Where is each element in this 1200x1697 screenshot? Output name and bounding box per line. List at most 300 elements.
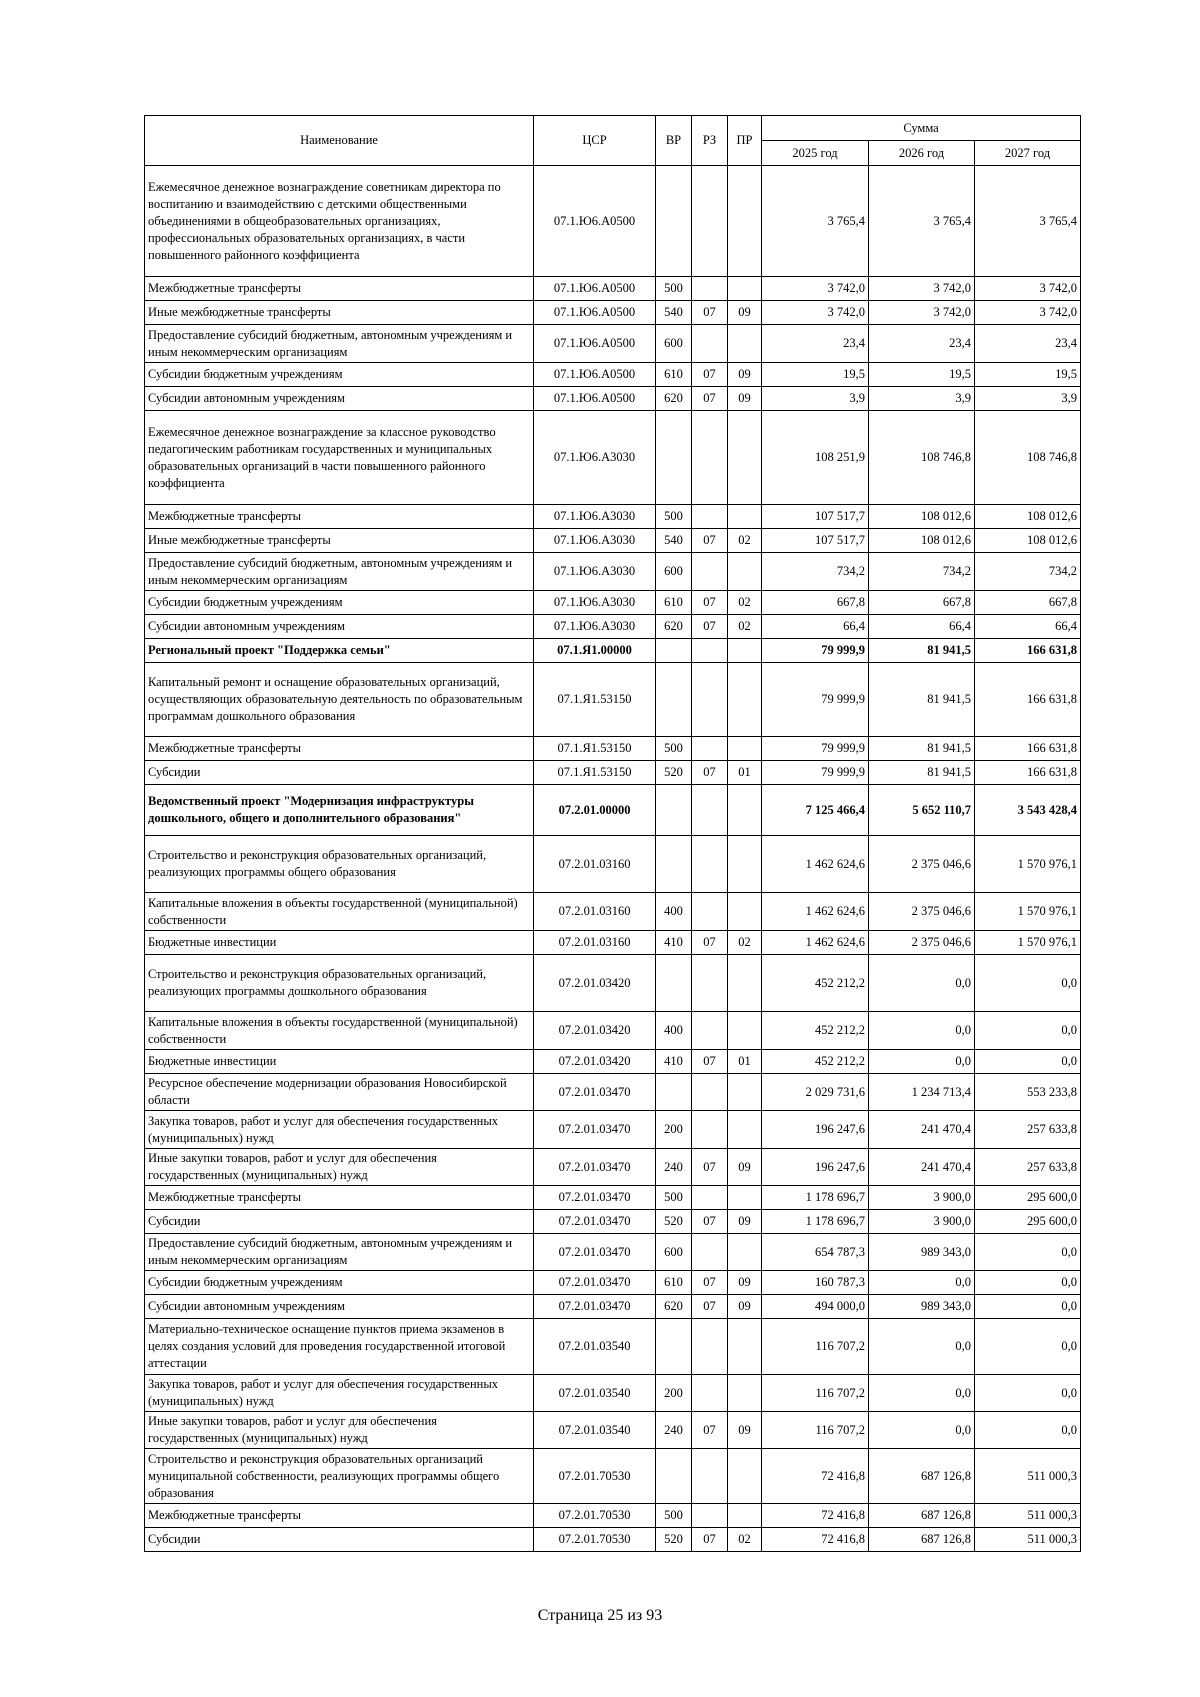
table-row: [145, 893, 1081, 931]
cell-2027: 166 631,8: [975, 639, 1081, 663]
cell-2025: 72 416,8: [762, 1528, 869, 1552]
cell-2027: 0,0: [975, 1375, 1081, 1412]
cell-csr: 07.2.01.03420: [534, 1050, 656, 1074]
cell-2026: 3 900,0: [869, 1210, 975, 1234]
cell-rz: [692, 553, 728, 591]
cell-2027: 1 570 976,1: [975, 893, 1081, 931]
cell-2027: 166 631,8: [975, 737, 1081, 761]
cell-name: Строительство и реконструкция образовательных организаций муниципальной собственности, реализующих программы общего образования: [145, 1449, 534, 1504]
cell-2026: 108 746,8: [869, 411, 975, 505]
cell-vr: 600: [656, 1234, 692, 1271]
cell-2025: 7 125 466,4: [762, 785, 869, 836]
cell-csr: 07.2.01.03420: [534, 955, 656, 1012]
cell-2025: 494 000,0: [762, 1295, 869, 1319]
cell-2027: 511 000,3: [975, 1504, 1081, 1528]
col-header-2026: 2026 год: [869, 141, 975, 166]
cell-csr: 07.1.Ю6.А0500: [534, 363, 656, 387]
cell-rz: 07: [692, 615, 728, 639]
cell-pr: [728, 785, 762, 836]
cell-csr: 07.1.Я1.53150: [534, 761, 656, 785]
cell-2026: 241 470,4: [869, 1149, 975, 1186]
cell-2025: 160 787,3: [762, 1271, 869, 1295]
cell-2025: 734,2: [762, 553, 869, 591]
cell-2026: 2 375 046,6: [869, 836, 975, 893]
cell-name: Закупка товаров, работ и услуг для обеспечения государственных (муниципальных) нужд: [145, 1111, 534, 1149]
cell-name: Материально-техническое оснащение пунктов приема экзаменов в целях создания условий для проведения государственной итоговой аттестации: [145, 1319, 534, 1375]
cell-name: Предоставление субсидий бюджетным, автономным учреждениям и иным некоммерческим организациям: [145, 1234, 534, 1271]
cell-pr: 09: [728, 1210, 762, 1234]
cell-2027: 511 000,3: [975, 1449, 1081, 1504]
col-header-pr: ПР: [728, 116, 762, 166]
table-row: [145, 1012, 1081, 1050]
cell-csr: 07.2.01.03540: [534, 1412, 656, 1449]
cell-2027: 667,8: [975, 591, 1081, 615]
cell-name: Бюджетные инвестиции: [145, 1050, 534, 1074]
cell-2025: 2 029 731,6: [762, 1074, 869, 1111]
table-row: [145, 737, 1081, 761]
cell-2027: 0,0: [975, 1295, 1081, 1319]
cell-2025: 107 517,7: [762, 505, 869, 529]
table-row: [145, 387, 1081, 411]
cell-vr: 400: [656, 893, 692, 931]
cell-pr: [728, 639, 762, 663]
table-row: [145, 505, 1081, 529]
cell-rz: 07: [692, 387, 728, 411]
cell-pr: [728, 505, 762, 529]
cell-rz: [692, 1234, 728, 1271]
cell-2027: 108 012,6: [975, 505, 1081, 529]
cell-name: Ведомственный проект "Модернизация инфраструктуры дошкольного, общего и дополнительного образования": [145, 785, 534, 836]
cell-vr: 600: [656, 325, 692, 363]
cell-name: Субсидии автономным учреждениям: [145, 387, 534, 411]
cell-vr: [656, 836, 692, 893]
table-row: [145, 591, 1081, 615]
cell-vr: 200: [656, 1111, 692, 1149]
cell-csr: 07.2.01.03160: [534, 931, 656, 955]
cell-2027: 295 600,0: [975, 1210, 1081, 1234]
cell-name: Субсидии бюджетным учреждениям: [145, 363, 534, 387]
cell-rz: [692, 1074, 728, 1111]
cell-2026: 241 470,4: [869, 1111, 975, 1149]
cell-2027: 0,0: [975, 1050, 1081, 1074]
cell-vr: 500: [656, 1504, 692, 1528]
cell-2027: 108 746,8: [975, 411, 1081, 505]
cell-2025: 196 247,6: [762, 1111, 869, 1149]
cell-rz: [692, 411, 728, 505]
cell-pr: [728, 737, 762, 761]
cell-2026: 0,0: [869, 1050, 975, 1074]
cell-2025: 108 251,9: [762, 411, 869, 505]
cell-2025: 452 212,2: [762, 1050, 869, 1074]
cell-2026: 2 375 046,6: [869, 893, 975, 931]
cell-csr: 07.1.Ю6.А0500: [534, 277, 656, 301]
cell-2027: 3 765,4: [975, 166, 1081, 277]
cell-vr: 610: [656, 591, 692, 615]
table-row: [145, 615, 1081, 639]
cell-2026: 687 126,8: [869, 1528, 975, 1552]
cell-pr: [728, 1234, 762, 1271]
cell-name: Ежемесячное денежное вознаграждение советникам директора по воспитанию и взаимодействию с детскими общественными объединениями в общеобразовательных организациях, профессиональных образовательных организациях, в части повышенного районного коэффициента: [145, 166, 534, 277]
cell-vr: [656, 955, 692, 1012]
col-header-2027: 2027 год: [975, 141, 1081, 166]
cell-2026: 1 234 713,4: [869, 1074, 975, 1111]
cell-name: Субсидии бюджетным учреждениям: [145, 591, 534, 615]
cell-2025: 79 999,9: [762, 639, 869, 663]
cell-2025: 3,9: [762, 387, 869, 411]
cell-pr: 02: [728, 931, 762, 955]
cell-csr: 07.1.Ю6.А3030: [534, 615, 656, 639]
cell-csr: 07.2.01.03160: [534, 836, 656, 893]
cell-2027: 1 570 976,1: [975, 931, 1081, 955]
cell-rz: [692, 836, 728, 893]
cell-pr: [728, 411, 762, 505]
cell-pr: 01: [728, 761, 762, 785]
cell-pr: 01: [728, 1050, 762, 1074]
cell-2026: 81 941,5: [869, 761, 975, 785]
cell-rz: 07: [692, 1528, 728, 1552]
cell-2026: 989 343,0: [869, 1234, 975, 1271]
col-header-vr: ВР: [656, 116, 692, 166]
cell-csr: 07.1.Я1.00000: [534, 639, 656, 663]
cell-2026: 0,0: [869, 955, 975, 1012]
cell-name: Межбюджетные трансферты: [145, 737, 534, 761]
cell-2027: 0,0: [975, 1319, 1081, 1375]
cell-rz: [692, 1375, 728, 1412]
cell-2025: 107 517,7: [762, 529, 869, 553]
cell-name: Субсидии бюджетным учреждениям: [145, 1271, 534, 1295]
cell-vr: 620: [656, 387, 692, 411]
cell-csr: 07.2.01.03540: [534, 1375, 656, 1412]
cell-pr: 09: [728, 1295, 762, 1319]
table-row: [145, 411, 1081, 505]
cell-2027: 511 000,3: [975, 1528, 1081, 1552]
cell-rz: [692, 639, 728, 663]
cell-csr: 07.2.01.03540: [534, 1319, 656, 1375]
cell-2027: 166 631,8: [975, 663, 1081, 737]
cell-name: Субсидии: [145, 761, 534, 785]
cell-2026: 667,8: [869, 591, 975, 615]
table-row: [145, 931, 1081, 955]
cell-pr: [728, 1504, 762, 1528]
cell-2027: 3 742,0: [975, 301, 1081, 325]
cell-name: Субсидии автономным учреждениям: [145, 615, 534, 639]
cell-vr: 620: [656, 615, 692, 639]
cell-rz: [692, 1012, 728, 1050]
cell-vr: 520: [656, 1210, 692, 1234]
table-row: [145, 1234, 1081, 1271]
cell-vr: [656, 1449, 692, 1504]
table-row: [145, 1074, 1081, 1111]
cell-2027: 0,0: [975, 1234, 1081, 1271]
cell-pr: [728, 893, 762, 931]
cell-vr: 610: [656, 1271, 692, 1295]
cell-csr: 07.1.Ю6.А3030: [534, 411, 656, 505]
cell-2026: 81 941,5: [869, 639, 975, 663]
cell-vr: 540: [656, 301, 692, 325]
table-row: [145, 1271, 1081, 1295]
cell-2025: 654 787,3: [762, 1234, 869, 1271]
table-row: [145, 1319, 1081, 1375]
table-row: [145, 1504, 1081, 1528]
cell-csr: 07.2.01.03470: [534, 1271, 656, 1295]
cell-pr: 09: [728, 1412, 762, 1449]
cell-csr: 07.1.Ю6.А3030: [534, 505, 656, 529]
col-header-rz: РЗ: [692, 116, 728, 166]
cell-2026: 0,0: [869, 1375, 975, 1412]
cell-2025: 23,4: [762, 325, 869, 363]
cell-csr: 07.2.01.03470: [534, 1074, 656, 1111]
cell-2026: 23,4: [869, 325, 975, 363]
cell-2026: 108 012,6: [869, 529, 975, 553]
cell-vr: 500: [656, 737, 692, 761]
table-row: [145, 166, 1081, 277]
col-header-2025: 2025 год: [762, 141, 869, 166]
cell-rz: 07: [692, 931, 728, 955]
cell-name: Строительство и реконструкция образовательных организаций, реализующих программы дошкольного образования: [145, 955, 534, 1012]
cell-name: Субсидии: [145, 1210, 534, 1234]
cell-pr: [728, 1074, 762, 1111]
cell-2025: 116 707,2: [762, 1412, 869, 1449]
cell-csr: 07.1.Ю6.А3030: [534, 529, 656, 553]
cell-pr: [728, 1319, 762, 1375]
cell-csr: 07.1.Я1.53150: [534, 737, 656, 761]
table-row: [145, 325, 1081, 363]
cell-name: Иные закупки товаров, работ и услуг для обеспечения государственных (муниципальных) нужд: [145, 1149, 534, 1186]
cell-2027: 553 233,8: [975, 1074, 1081, 1111]
cell-2025: 196 247,6: [762, 1149, 869, 1186]
cell-2025: 1 462 624,6: [762, 836, 869, 893]
col-header-csr: ЦСР: [534, 116, 656, 166]
cell-csr: 07.2.01.70530: [534, 1528, 656, 1552]
cell-2025: 79 999,9: [762, 663, 869, 737]
cell-pr: [728, 1375, 762, 1412]
table-row: [145, 639, 1081, 663]
cell-rz: [692, 1186, 728, 1210]
cell-vr: 520: [656, 761, 692, 785]
table-row: [145, 277, 1081, 301]
cell-csr: 07.2.01.03470: [534, 1186, 656, 1210]
cell-name: Иные закупки товаров, работ и услуг для обеспечения государственных (муниципальных) нужд: [145, 1412, 534, 1449]
cell-2027: 3 543 428,4: [975, 785, 1081, 836]
cell-vr: 540: [656, 529, 692, 553]
cell-2025: 79 999,9: [762, 761, 869, 785]
cell-2025: 3 742,0: [762, 301, 869, 325]
table-row: [145, 785, 1081, 836]
cell-2025: 72 416,8: [762, 1449, 869, 1504]
cell-csr: 07.2.01.03470: [534, 1111, 656, 1149]
cell-vr: [656, 411, 692, 505]
cell-pr: 09: [728, 1271, 762, 1295]
cell-pr: 09: [728, 387, 762, 411]
cell-pr: 09: [728, 301, 762, 325]
cell-pr: [728, 1111, 762, 1149]
cell-2026: 108 012,6: [869, 505, 975, 529]
cell-csr: 07.1.Ю6.А3030: [534, 553, 656, 591]
cell-vr: 400: [656, 1012, 692, 1050]
cell-vr: 600: [656, 553, 692, 591]
cell-name: Капитальные вложения в объекты государственной (муниципальной) собственности: [145, 893, 534, 931]
table-row: [145, 553, 1081, 591]
table-row: [145, 1111, 1081, 1149]
col-header-sum: Сумма: [762, 116, 1081, 141]
cell-rz: 07: [692, 1050, 728, 1074]
cell-vr: 500: [656, 277, 692, 301]
cell-csr: 07.1.Ю6.А0500: [534, 325, 656, 363]
cell-name: Ресурсное обеспечение модернизации образования Новосибирской области: [145, 1074, 534, 1111]
cell-2027: 0,0: [975, 1012, 1081, 1050]
cell-2026: 989 343,0: [869, 1295, 975, 1319]
cell-pr: [728, 836, 762, 893]
cell-rz: 07: [692, 301, 728, 325]
cell-vr: 500: [656, 1186, 692, 1210]
table-row: [145, 955, 1081, 1012]
table-header: [145, 116, 1081, 166]
cell-csr: 07.2.01.70530: [534, 1504, 656, 1528]
cell-2025: 116 707,2: [762, 1375, 869, 1412]
cell-2027: 1 570 976,1: [975, 836, 1081, 893]
cell-csr: 07.2.01.00000: [534, 785, 656, 836]
cell-csr: 07.2.01.03470: [534, 1295, 656, 1319]
cell-csr: 07.2.01.03470: [534, 1210, 656, 1234]
cell-vr: [656, 785, 692, 836]
cell-2026: 81 941,5: [869, 663, 975, 737]
table-row: [145, 1295, 1081, 1319]
cell-name: Субсидии автономным учреждениям: [145, 1295, 534, 1319]
cell-2027: 0,0: [975, 1412, 1081, 1449]
cell-2025: 667,8: [762, 591, 869, 615]
cell-2026: 3 742,0: [869, 277, 975, 301]
cell-2027: 66,4: [975, 615, 1081, 639]
cell-2027: 257 633,8: [975, 1111, 1081, 1149]
cell-csr: 07.2.01.03160: [534, 893, 656, 931]
cell-vr: 620: [656, 1295, 692, 1319]
cell-name: Строительство и реконструкция образовательных организаций, реализующих программы общего образования: [145, 836, 534, 893]
cell-2026: 3 742,0: [869, 301, 975, 325]
cell-csr: 07.1.Ю6.А0500: [534, 387, 656, 411]
cell-rz: [692, 737, 728, 761]
cell-csr: 07.2.01.70530: [534, 1449, 656, 1504]
cell-name: Межбюджетные трансферты: [145, 1186, 534, 1210]
cell-name: Предоставление субсидий бюджетным, автономным учреждениям и иным некоммерческим организациям: [145, 553, 534, 591]
cell-rz: [692, 955, 728, 1012]
cell-rz: [692, 166, 728, 277]
cell-2026: 0,0: [869, 1271, 975, 1295]
cell-name: Предоставление субсидий бюджетным, автономным учреждениям и иным некоммерческим организациям: [145, 325, 534, 363]
table-row: [145, 1210, 1081, 1234]
col-header-name: Наименование: [145, 116, 534, 166]
cell-2026: 19,5: [869, 363, 975, 387]
cell-vr: 500: [656, 505, 692, 529]
cell-rz: 07: [692, 529, 728, 553]
cell-pr: [728, 663, 762, 737]
cell-rz: [692, 1319, 728, 1375]
table-row: [145, 1375, 1081, 1412]
cell-pr: 02: [728, 615, 762, 639]
cell-name: Межбюджетные трансферты: [145, 505, 534, 529]
cell-pr: 09: [728, 1149, 762, 1186]
cell-rz: [692, 893, 728, 931]
cell-name: Капитальные вложения в объекты государственной (муниципальной) собственности: [145, 1012, 534, 1050]
cell-2027: 3,9: [975, 387, 1081, 411]
budget-table: [144, 115, 1081, 1552]
cell-2025: 19,5: [762, 363, 869, 387]
cell-rz: 07: [692, 1271, 728, 1295]
table-row: [145, 663, 1081, 737]
cell-rz: 07: [692, 761, 728, 785]
cell-2025: 1 462 624,6: [762, 893, 869, 931]
cell-pr: [728, 166, 762, 277]
table-row: [145, 761, 1081, 785]
cell-name: Межбюджетные трансферты: [145, 1504, 534, 1528]
cell-2026: 3 765,4: [869, 166, 975, 277]
table-row: [145, 1528, 1081, 1552]
cell-2026: 3 900,0: [869, 1186, 975, 1210]
cell-2026: 2 375 046,6: [869, 931, 975, 955]
table-row: [145, 529, 1081, 553]
cell-2025: 66,4: [762, 615, 869, 639]
cell-vr: 240: [656, 1412, 692, 1449]
cell-csr: 07.2.01.03470: [534, 1149, 656, 1186]
cell-rz: [692, 1504, 728, 1528]
cell-pr: [728, 955, 762, 1012]
cell-pr: [728, 553, 762, 591]
cell-2025: 3 765,4: [762, 166, 869, 277]
table-row: [145, 836, 1081, 893]
cell-pr: [728, 277, 762, 301]
cell-rz: [692, 277, 728, 301]
cell-2027: 108 012,6: [975, 529, 1081, 553]
cell-pr: 02: [728, 1528, 762, 1552]
cell-name: Региональный проект "Поддержка семьи": [145, 639, 534, 663]
cell-2026: 734,2: [869, 553, 975, 591]
cell-2025: 3 742,0: [762, 277, 869, 301]
cell-2025: 1 178 696,7: [762, 1210, 869, 1234]
cell-pr: [728, 1012, 762, 1050]
cell-2026: 5 652 110,7: [869, 785, 975, 836]
cell-rz: 07: [692, 591, 728, 615]
cell-2027: 0,0: [975, 1271, 1081, 1295]
cell-2027: 0,0: [975, 955, 1081, 1012]
cell-pr: [728, 1449, 762, 1504]
cell-2025: 116 707,2: [762, 1319, 869, 1375]
cell-vr: 410: [656, 931, 692, 955]
cell-name: Субсидии: [145, 1528, 534, 1552]
cell-2027: 19,5: [975, 363, 1081, 387]
cell-rz: [692, 1111, 728, 1149]
cell-2026: 0,0: [869, 1012, 975, 1050]
cell-pr: 09: [728, 363, 762, 387]
cell-pr: 02: [728, 529, 762, 553]
cell-rz: [692, 663, 728, 737]
cell-vr: 610: [656, 363, 692, 387]
cell-2026: 0,0: [869, 1412, 975, 1449]
cell-2027: 295 600,0: [975, 1186, 1081, 1210]
cell-2026: 0,0: [869, 1319, 975, 1375]
table-row: [145, 1050, 1081, 1074]
cell-rz: 07: [692, 1295, 728, 1319]
table-row: [145, 301, 1081, 325]
table-row: [145, 1149, 1081, 1186]
cell-vr: [656, 1074, 692, 1111]
cell-vr: [656, 639, 692, 663]
cell-name: Иные межбюджетные трансферты: [145, 301, 534, 325]
cell-2027: 734,2: [975, 553, 1081, 591]
cell-2025: 79 999,9: [762, 737, 869, 761]
cell-rz: [692, 1449, 728, 1504]
table-row: [145, 1186, 1081, 1210]
cell-pr: [728, 325, 762, 363]
cell-rz: 07: [692, 1149, 728, 1186]
